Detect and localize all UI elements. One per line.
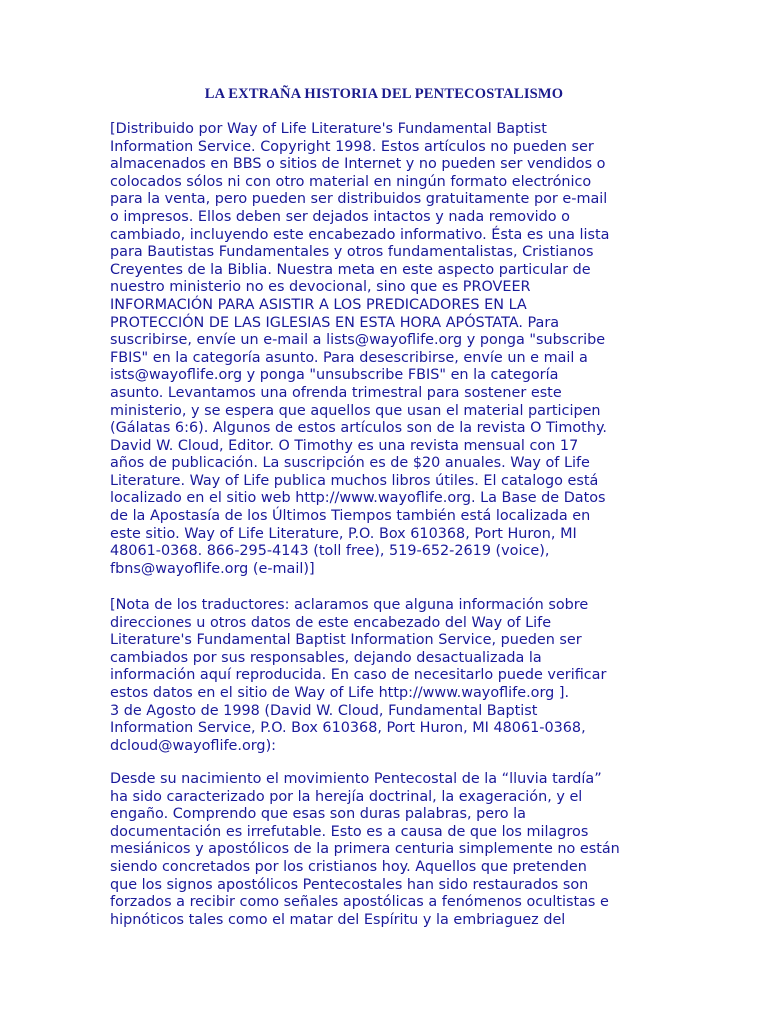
paragraph-translator-note — [110, 597, 670, 755]
text-line: Information Service. Copyright 1998. Estos artículos no pueden ser — [110, 138, 594, 155]
text-line: este sitio. Way of Life Literature, P.O. Box 610368, Port Huron, MI — [110, 525, 577, 542]
text-line: localizado en el sitio web http://www.wayoflife.org. La Base de Datos — [110, 490, 606, 507]
text-line: dcloud@wayoflife.org): — [110, 737, 277, 754]
text-line: ists@wayoflife.org y ponga "unsubscribe FBIS" en la categoría — [110, 367, 559, 384]
text-line: PROTECCIÓN DE LAS IGLESIAS EN ESTA HORA APÓSTATA. Para — [110, 314, 560, 331]
text-line: Literature's Fundamental Baptist Information Service, pueden ser — [110, 632, 582, 649]
text-line: INFORMACIÓN PARA ASISTIR A LOS PREDICADORES EN LA — [110, 296, 527, 313]
text-line: ha sido caracterizado por la herejía doctrinal, la exageración, y el — [110, 788, 583, 805]
text-line: forzados a recibir como señales apostólicas a fenómenos ocultistas e — [110, 894, 609, 911]
text-line: ministerio, y se espera que aquellos que usan el material participen — [110, 402, 601, 419]
document-title: LA EXTRAÑA HISTORIA DEL PENTECOSTALISMO — [204, 86, 564, 102]
text-line: mesiánicos y apostólicos de la primera centuria simplemente no están — [110, 841, 620, 858]
text-line: cambiado, incluyendo este encabezado informativo. Ésta es una lista — [110, 226, 610, 243]
text-line: estos datos en el sitio de Way of Life http://www.wayoflife.org ]. — [110, 684, 570, 701]
paragraph-body — [110, 771, 670, 929]
text-line: de la Apostasía de los Últimos Tiempos también está localizada en — [110, 508, 591, 525]
text-line: fbns@wayoflife.org (e-mail)] — [110, 560, 315, 577]
text-line: cambiados por sus responsables, dejando desactualizada la — [110, 649, 542, 666]
text-line: colocados sólos ni con otro material en ningún formato electrónico — [110, 173, 592, 190]
text-line: (Gálatas 6:6). Algunos de estos artículos son de la revista O Timothy. — [110, 420, 607, 437]
text-line: para Bautistas Fundamentales y otros fundamentalistas, Cristianos — [110, 244, 594, 261]
text-line: direcciones u otros datos de este encabezado del Way of Life — [110, 614, 552, 631]
text-line: siendo concretados por los cristianos hoy. Aquellos que pretenden — [110, 858, 587, 875]
text-line: Information Service, P.O. Box 610368, Port Huron, MI 48061-0368, — [110, 720, 586, 737]
paragraph-disclaimer — [110, 121, 670, 578]
text-line: años de publicación. La suscripción es de $20 anuales. Way of Life — [110, 455, 590, 472]
text-line: documentación es irrefutable. Esto es a causa de que los milagros — [110, 823, 589, 840]
text-line: [Nota de los traductores: aclaramos que alguna información sobre — [110, 597, 589, 613]
text-line: asunto. Levantamos una ofrenda trimestral para sostener este — [110, 384, 562, 401]
text-line: 48061-0368. 866-295-4143 (toll free), 519-652-2619 (voice), — [110, 543, 550, 560]
text-line: 3 de Agosto de 1998 (David W. Cloud, Fundamental Baptist — [110, 702, 538, 719]
text-line: información aquí reproducida. En caso de necesitarlo puede verificar — [110, 667, 607, 684]
text-line: que los signos apostólicos Pentecostales han sido restaurados son — [110, 876, 589, 893]
text-line: Creyentes de la Biblia. Nuestra meta en este aspecto particular de — [110, 261, 591, 278]
text-line: [Distribuido por Way of Life Literature's Fundamental Baptist — [110, 121, 547, 137]
text-line: FBIS" en la categoría asunto. Para desescribirse, envíe un e mail a — [110, 349, 588, 366]
text-line: hipnóticos tales como el matar del Espíritu y la embriaguez del — [110, 911, 566, 928]
text-line: almacenados en BBS o sitios de Internet y no pueden ser vendidos o — [110, 156, 606, 173]
text-line: suscribirse, envíe un e-mail a lists@wayoflife.org y ponga "subscribe — [110, 332, 606, 349]
text-line: Desde su nacimiento el movimiento Pentecostal de la “lluvia tardía” — [110, 771, 602, 787]
text-line: engaño. Comprendo que esas son duras palabras, pero la — [110, 806, 526, 823]
text-line: o impresos. Ellos deben ser dejados intactos y nada removido o — [110, 208, 570, 225]
text-line: nuestro ministerio no es devocional, sino que es PROVEER — [110, 279, 531, 296]
text-line: David W. Cloud, Editor. O Timothy es una revista mensual con 17 — [110, 437, 579, 454]
text-line: para la venta, pero pueden ser distribuidos gratuitamente por e-mail — [110, 191, 608, 208]
text-line: Literature. Way of Life publica muchos libros útiles. El catalogo está — [110, 472, 599, 489]
